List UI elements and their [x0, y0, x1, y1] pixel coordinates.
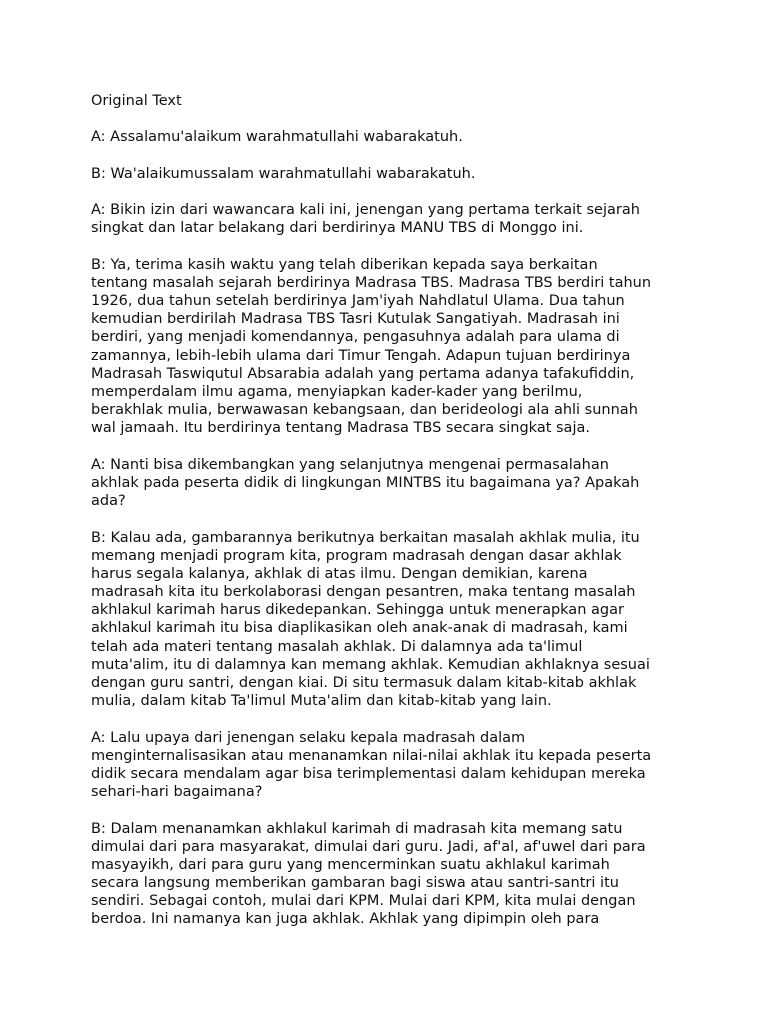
text-line: memang menjadi program kita, program madrasah dengan dasar akhlak — [91, 547, 622, 564]
transcript-paragraph — [91, 256, 691, 438]
transcript-paragraph — [91, 729, 691, 802]
transcript-paragraph — [91, 165, 691, 183]
text-line: akhlakul karimah itu bisa diaplikasikan oleh anak-anak di madrasah, kami — [91, 620, 628, 637]
text-line: zamannya, lebih-lebih ulama dari Timur Tengah. Adapun tujuan berdirinya — [91, 347, 631, 364]
text-line: didik secara mendalam agar bisa terimplementasi dalam kehidupan mereka — [91, 765, 646, 782]
text-line: harus segala kalanya, akhlak di atas ilmu. Dengan demikian, karena — [91, 565, 588, 582]
text-line: berdiri, yang menjadi komendannya, pengasuhnya adalah para ulama di — [91, 329, 620, 346]
text-line: muta'alim, itu di dalamnya kan memang akhlak. Kemudian akhlaknya sesuai — [91, 656, 650, 673]
text-line: A: Assalamu'alaikum warahmatullahi wabarakatuh. — [91, 129, 463, 146]
text-line: A: Bikin izin dari wawancara kali ini, jenengan yang pertama terkait sejarah — [91, 202, 640, 219]
transcript-paragraph — [91, 529, 691, 711]
text-line: B: Dalam menanamkan akhlakul karimah di madrasah kita memang satu — [91, 820, 623, 837]
text-line: berakhlak mulia, berwawasan kebangsaan, dan berideologi ala ahli sunnah — [91, 402, 638, 419]
text-line: dimulai dari para masyarakat, dimulai dari guru. Jadi, af'al, af'uwel dari para — [91, 838, 646, 855]
text-line: singkat dan latar belakang dari berdirinya MANU TBS di Monggo ini. — [91, 220, 584, 237]
transcript-paragraph — [91, 201, 691, 237]
text-line: 1926, dua tahun setelah berdirinya Jam'iyah Nahdlatul Ulama. Dua tahun — [91, 293, 625, 310]
title-text: Original Text — [91, 93, 182, 109]
transcript-body — [91, 128, 691, 928]
text-line: wal jamaah. Itu berdirinya tentang Madrasa TBS secara singkat saja. — [91, 420, 590, 437]
text-line: A: Nanti bisa dikembangkan yang selanjutnya mengenai permasalahan — [91, 456, 609, 473]
transcript-paragraph — [91, 128, 691, 146]
text-line: dengan guru santri, dengan kiai. Di situ termasuk dalam kitab-kitab akhlak — [91, 675, 637, 691]
transcript-paragraph — [91, 820, 691, 929]
text-line: masyayikh, dari para guru yang mencerminkan suatu akhlakul karimah — [91, 856, 610, 873]
text-line: sendiri. Sebagai contoh, mulai dari KPM. Mulai dari KPM, kita mulai dengan — [91, 893, 636, 910]
document-page — [91, 92, 691, 947]
text-line: ada? — [91, 493, 126, 510]
text-line: B: Kalau ada, gambarannya berikutnya berkaitan masalah akhlak mulia, itu — [91, 529, 640, 546]
text-line: B: Wa'alaikumussalam warahmatullahi wabarakatuh. — [91, 165, 476, 182]
text-line: A: Lalu upaya dari jenengan selaku kepala madrasah dalam — [91, 729, 526, 746]
transcript-paragraph — [91, 456, 691, 511]
text-line: menginternalisasikan atau menanamkan nilai-nilai akhlak itu kepada peserta — [91, 747, 652, 764]
text-line: sehari-hari bagaimana? — [91, 784, 263, 801]
text-line: berdoa. Ini namanya kan juga akhlak. Akhlak yang dipimpin oleh para — [91, 911, 600, 928]
text-line: secara langsung memberikan gambaran bagi siswa atau santri-santri itu — [91, 875, 619, 892]
text-line: kemudian berdirilah Madrasa TBS Tasri Kutulak Sangatiyah. Madrasah ini — [91, 311, 620, 328]
text-line: akhlak pada peserta didik di lingkungan MINTBS itu bagaimana ya? Apakah — [91, 474, 640, 491]
text-line: memperdalam ilmu agama, menyiapkan kader-kader yang berilmu, — [91, 384, 583, 400]
text-line: madrasah kita itu berkolaborasi dengan pesantren, maka tentang masalah — [91, 584, 636, 601]
text-line: telah ada materi tentang masalah akhlak. Di dalamnya ada ta'limul — [91, 638, 583, 655]
text-line: tentang masalah sejarah berdirinya Madrasa TBS. Madrasa TBS berdiri tahun — [91, 274, 652, 291]
text-line: akhlakul karimah harus dikedepankan. Sehingga untuk menerapkan agar — [91, 602, 624, 619]
text-line: Madrasah Taswiqutul Absarabia adalah yang pertama adanya tafakufiddin, — [91, 365, 635, 382]
document-title — [91, 92, 691, 110]
text-line: mulia, dalam kitab Ta'limul Muta'alim dan kitab-kitab yang lain. — [91, 693, 552, 710]
text-line: B: Ya, terima kasih waktu yang telah diberikan kepada saya berkaitan — [91, 256, 598, 273]
